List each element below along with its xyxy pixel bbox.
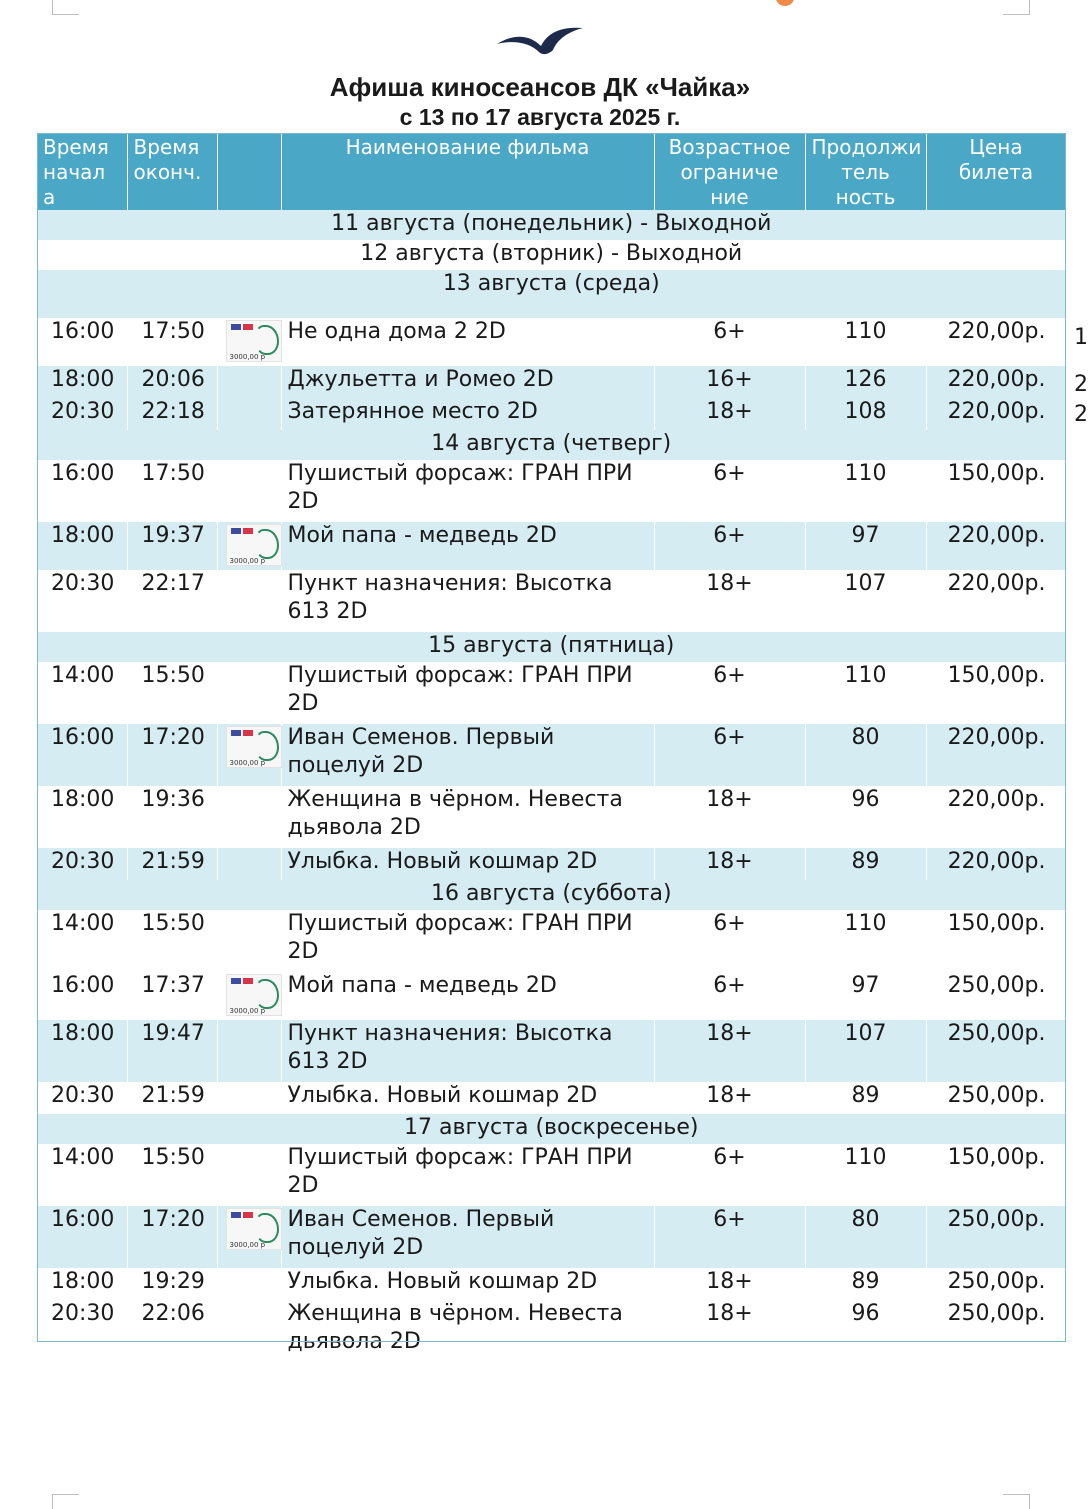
table-row [37, 848, 1066, 880]
age-rating: 18+ [654, 848, 805, 880]
film-title: Мой папа - медведь 2D [281, 972, 654, 1020]
badge [217, 1082, 281, 1114]
table-row [37, 460, 1066, 522]
age-rating: 18+ [654, 1268, 805, 1300]
duration: 110 [805, 460, 926, 522]
table-header-row [37, 133, 1066, 210]
table-row [37, 366, 1066, 398]
price: 250,00р. [926, 972, 1066, 1020]
table-row [37, 1144, 1066, 1206]
price: 250,00р. [926, 1020, 1066, 1082]
table-row [37, 1082, 1066, 1114]
duration: 110 [805, 318, 926, 366]
badge-text: 3000,00 р [229, 759, 266, 767]
price: 220,00р. [926, 318, 1066, 366]
duration: 96 [805, 1300, 926, 1362]
day-header-row [37, 880, 1066, 910]
end-time: 17:50 [127, 460, 217, 522]
film-title: Мой папа - медведь 2D [281, 522, 654, 570]
day-header-row [37, 632, 1066, 662]
day-label: 17 августа (воскресенье) [37, 1114, 1066, 1144]
table-row [37, 786, 1066, 848]
duration: 96 [805, 786, 926, 848]
badge [217, 1300, 281, 1362]
end-time: 22:17 [127, 570, 217, 632]
age-rating: 18+ [654, 1300, 805, 1362]
day-header-row [37, 430, 1066, 460]
end-time: 15:50 [127, 1144, 217, 1206]
badge [217, 1144, 281, 1206]
badge [217, 786, 281, 848]
price: 220,00р. [926, 786, 1066, 848]
price: 220,00р. [926, 522, 1066, 570]
end-time: 19:37 [127, 522, 217, 570]
film-title: Не одна дома 2 2D [281, 318, 654, 366]
seagull-logo-icon [495, 20, 587, 60]
start-time: 18:00 [37, 1020, 127, 1082]
badge [217, 848, 281, 880]
duration: 107 [805, 570, 926, 632]
table-row [37, 570, 1066, 632]
film-title: Улыбка. Новый кошмар 2D [281, 848, 654, 880]
film-title: Пушистый форсаж: ГРАН ПРИ 2D [281, 910, 654, 972]
col-header-badge [217, 133, 281, 210]
price: 220,00р. [926, 848, 1066, 880]
price: 220,00р. [926, 366, 1066, 398]
age-rating: 6+ [654, 1206, 805, 1268]
day-header-row [37, 1114, 1066, 1144]
duration: 97 [805, 972, 926, 1020]
duration: 107 [805, 1020, 926, 1082]
end-time: 15:50 [127, 910, 217, 972]
price: 250,00р. [926, 1300, 1066, 1362]
start-time: 20:30 [37, 1300, 127, 1362]
age-rating: 16+ [654, 366, 805, 398]
duration: 110 [805, 910, 926, 972]
film-title: Затерянное место 2D [281, 398, 654, 430]
duration: 110 [805, 1144, 926, 1206]
film-title: Иван Семенов. Первый поцелуй 2D [281, 724, 654, 786]
badge-text: 3000,00 р [229, 1007, 266, 1015]
film-title: Женщина в чёрном. Невеста дьявола 2D [281, 1300, 654, 1362]
age-rating: 6+ [654, 460, 805, 522]
start-time: 20:30 [37, 848, 127, 880]
price: 150,00р. [926, 460, 1066, 522]
price: 220,00р. [926, 724, 1066, 786]
end-time: 19:36 [127, 786, 217, 848]
table-row [37, 910, 1066, 972]
duration: 97 [805, 522, 926, 570]
pushkin-card-icon [226, 320, 282, 362]
table-row [37, 398, 1066, 430]
age-rating: 6+ [654, 910, 805, 972]
age-rating: 18+ [654, 1082, 805, 1114]
table-row [37, 1206, 1066, 1268]
start-time: 14:00 [37, 1144, 127, 1206]
duration: 89 [805, 1268, 926, 1300]
table-row [37, 724, 1066, 786]
age-rating: 18+ [654, 398, 805, 430]
badge [217, 1268, 281, 1300]
table-row [37, 318, 1066, 366]
start-time: 18:00 [37, 366, 127, 398]
end-time: 22:18 [127, 398, 217, 430]
age-rating: 6+ [654, 318, 805, 366]
start-time: 20:30 [37, 398, 127, 430]
day-header-row [37, 240, 1066, 270]
age-rating: 6+ [654, 522, 805, 570]
table-row [37, 1300, 1066, 1362]
page-title: Афиша киносеансов ДК «Чайка» [329, 72, 751, 102]
badge-text: 3000,00 р [229, 353, 266, 361]
price: 220,00р. [926, 570, 1066, 632]
day-header-row [37, 270, 1066, 318]
start-time: 20:30 [37, 570, 127, 632]
film-title: Улыбка. Новый кошмар 2D [281, 1082, 654, 1114]
duration: 110 [805, 662, 926, 724]
film-title: Пункт назначения: Высотка 613 2D [281, 1020, 654, 1082]
start-time: 18:00 [37, 1268, 127, 1300]
price: 250,00р. [926, 1082, 1066, 1114]
table-row [37, 972, 1066, 1020]
duration: 80 [805, 724, 926, 786]
end-time: 21:59 [127, 848, 217, 880]
film-title: Иван Семенов. Первый поцелуй 2D [281, 1206, 654, 1268]
badge [217, 972, 281, 1020]
film-title: Улыбка. Новый кошмар 2D [281, 1268, 654, 1300]
start-time: 16:00 [37, 1206, 127, 1268]
price: 250,00р. [926, 1268, 1066, 1300]
day-label: 12 августа (вторник) - Выходной [37, 240, 1066, 270]
badge [217, 662, 281, 724]
price: 150,00р. [926, 910, 1066, 972]
duration: 89 [805, 1082, 926, 1114]
badge [217, 1206, 281, 1268]
film-title: Пункт назначения: Высотка 613 2D [281, 570, 654, 632]
age-rating: 6+ [654, 972, 805, 1020]
badge [217, 724, 281, 786]
badge-text: 3000,00 р [229, 557, 266, 565]
badge-text: 3000,00 р [229, 1241, 266, 1249]
end-time: 21:59 [127, 1082, 217, 1114]
age-rating: 18+ [654, 570, 805, 632]
age-rating: 6+ [654, 662, 805, 724]
pushkin-card-icon [226, 726, 282, 768]
crop-mark-top-left [52, 0, 79, 15]
duration: 126 [805, 366, 926, 398]
page-subtitle: с 13 по 17 августа 2025 г. [399, 104, 681, 130]
end-time: 17:37 [127, 972, 217, 1020]
notification-dot [776, 0, 794, 6]
age-rating: 18+ [654, 786, 805, 848]
start-time: 16:00 [37, 460, 127, 522]
col-header-start: Время начал а [37, 133, 127, 210]
badge [217, 522, 281, 570]
age-rating: 18+ [654, 1020, 805, 1082]
age-rating: 6+ [654, 724, 805, 786]
crop-mark-bottom-left [52, 1494, 79, 1509]
day-label: 11 августа (понедельник) - Выходной [37, 210, 1066, 240]
price: 150,00р. [926, 662, 1066, 724]
start-time: 18:00 [37, 522, 127, 570]
badge [217, 570, 281, 632]
table-row [37, 1020, 1066, 1082]
film-title: Женщина в чёрном. Невеста дьявола 2D [281, 786, 654, 848]
duration: 108 [805, 398, 926, 430]
cut-off-column-fragment: 1 [1074, 325, 1088, 350]
end-time: 19:29 [127, 1268, 217, 1300]
day-header-row [37, 210, 1066, 240]
end-time: 17:50 [127, 318, 217, 366]
schedule-table [37, 133, 1067, 1362]
film-title: Пушистый форсаж: ГРАН ПРИ 2D [281, 460, 654, 522]
end-time: 20:06 [127, 366, 217, 398]
badge [217, 318, 281, 366]
film-title: Джульетта и Ромео 2D [281, 366, 654, 398]
end-time: 17:20 [127, 724, 217, 786]
crop-mark-bottom-right [1003, 1494, 1030, 1509]
badge [217, 910, 281, 972]
start-time: 16:00 [37, 724, 127, 786]
start-time: 16:00 [37, 318, 127, 366]
duration: 80 [805, 1206, 926, 1268]
start-time: 18:00 [37, 786, 127, 848]
col-header-price: Цена билета [926, 133, 1066, 210]
duration: 89 [805, 848, 926, 880]
age-rating: 6+ [654, 1144, 805, 1206]
start-time: 20:30 [37, 1082, 127, 1114]
film-title: Пушистый форсаж: ГРАН ПРИ 2D [281, 1144, 654, 1206]
pushkin-card-icon [226, 524, 282, 566]
end-time: 22:06 [127, 1300, 217, 1362]
price: 150,00р. [926, 1144, 1066, 1206]
price: 250,00р. [926, 1206, 1066, 1268]
crop-mark-top-right [1003, 0, 1030, 15]
end-time: 17:20 [127, 1206, 217, 1268]
start-time: 16:00 [37, 972, 127, 1020]
table-row [37, 522, 1066, 570]
day-label: 15 августа (пятница) [37, 632, 1066, 662]
price: 220,00р. [926, 398, 1066, 430]
badge [217, 1020, 281, 1082]
pushkin-card-icon [226, 1208, 282, 1250]
end-time: 19:47 [127, 1020, 217, 1082]
cut-off-column-fragment: 2 [1074, 402, 1088, 427]
start-time: 14:00 [37, 910, 127, 972]
badge [217, 398, 281, 430]
day-label: 13 августа (среда) [37, 270, 1066, 318]
col-header-age: Возрастное ограниче ние [654, 133, 805, 210]
table-row [37, 662, 1066, 724]
end-time: 15:50 [127, 662, 217, 724]
day-label: 16 августа (суббота) [37, 880, 1066, 910]
col-header-film: Наименование фильма [281, 133, 654, 210]
col-header-end: Время оконч. [127, 133, 217, 210]
day-label: 14 августа (четверг) [37, 430, 1066, 460]
col-header-duration: Продолжи тель ность [805, 133, 926, 210]
badge [217, 460, 281, 522]
film-title: Пушистый форсаж: ГРАН ПРИ 2D [281, 662, 654, 724]
table-row [37, 1268, 1066, 1300]
start-time: 14:00 [37, 662, 127, 724]
pushkin-card-icon [226, 974, 282, 1016]
cut-off-column-fragment: 2 [1074, 372, 1088, 397]
